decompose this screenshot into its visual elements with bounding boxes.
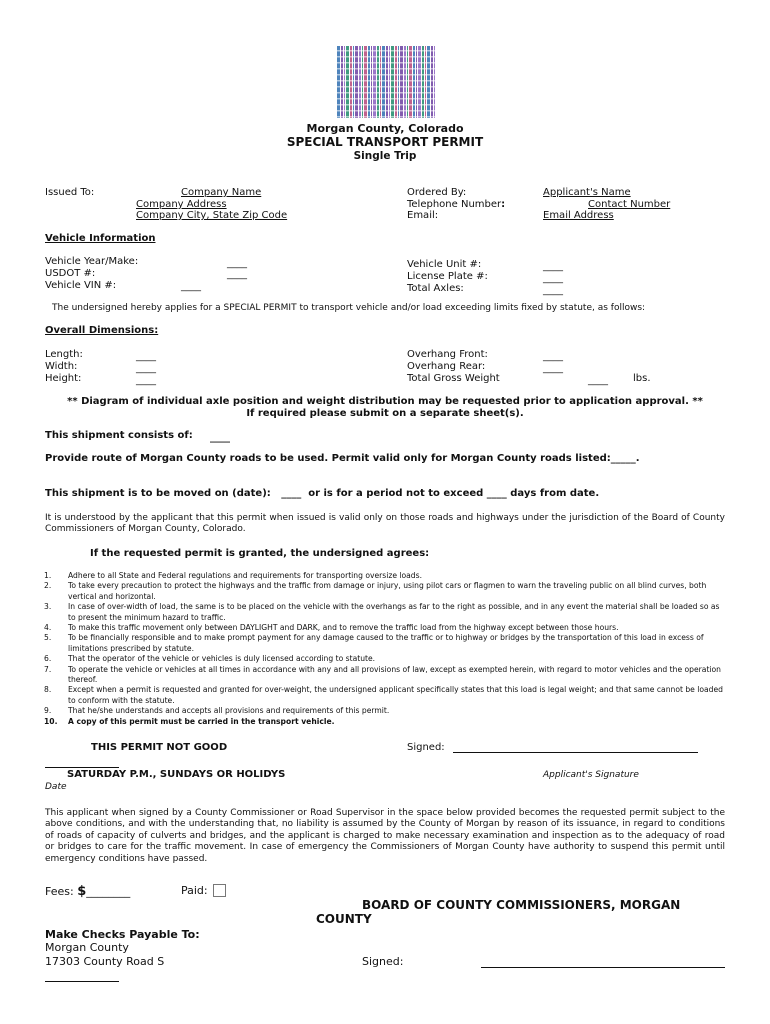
height-blank[interactable]: ____: [136, 375, 156, 386]
license-plate-label: License Plate #:: [407, 271, 488, 282]
applicant-signed-label: Signed:: [407, 742, 445, 753]
vehicle-vin-blank[interactable]: ____: [181, 281, 201, 292]
company-name-field[interactable]: Company Name: [181, 187, 262, 198]
board-signed-label: Signed:: [362, 955, 404, 968]
payee-address: 17303 County Road S: [45, 955, 165, 968]
condition-item: [44, 571, 724, 581]
route-blank[interactable]: _____.: [610, 453, 640, 464]
vehicle-unit-label: Vehicle Unit #:: [407, 259, 482, 270]
condition-number: 10.: [44, 716, 58, 726]
condition-text: To operate the vehicle or vehicles at all times in accordance with any and all provisions of law, except as exempted herein, with regard to motor vehicles and the operation thereof.: [68, 664, 721, 685]
applicant-name-field[interactable]: Applicant's Name: [543, 187, 631, 198]
applicant-signature-line[interactable]: [453, 752, 698, 753]
total-axles-blank[interactable]: ____: [543, 285, 563, 296]
width-blank[interactable]: ____: [136, 363, 156, 374]
move-date-line: This shipment is to be moved on (date): ____ or is for a period not to exceed ____ days from date.: [45, 488, 600, 499]
condition-number: 1.: [44, 571, 52, 580]
condition-item: [44, 665, 724, 686]
dimensions-heading: Overall Dimensions:: [45, 325, 159, 336]
license-plate-blank[interactable]: ____: [543, 273, 563, 284]
overhang-rear-blank[interactable]: ____: [543, 363, 563, 374]
vehicle-info-heading: Vehicle Information: [45, 233, 156, 244]
route-instruction: Provide route of Morgan County roads to be used. Permit valid only for Morgan County roads listed:_____.: [45, 453, 640, 464]
company-address-field[interactable]: Company Address: [136, 199, 227, 210]
lbs-label: lbs.: [633, 373, 651, 384]
condition-text: That the operator of the vehicle or vehicles is duly licensed according to statute.: [68, 654, 376, 664]
condition-text: To take every precaution to protect the highways and the traffic from damage or injury, using pilot cars or flagmen to warn the traveling public on all blind curves, both vertical and horizontal.: [68, 581, 707, 601]
not-good-line1: THIS PERMIT NOT GOOD: [91, 742, 228, 753]
conditions-list: [44, 571, 724, 727]
condition-item: [44, 654, 724, 664]
condition-item: [44, 685, 724, 706]
contact-number-field[interactable]: Contact Number: [588, 199, 671, 210]
permit-subtitle: Single Trip: [353, 150, 417, 162]
telephone-label: Telephone Number:: [407, 199, 506, 210]
shipment-consists-label: This shipment consists of:: [45, 430, 193, 441]
board-title-line1: BOARD OF COUNTY COMMISSIONERS, MORGAN: [362, 898, 681, 912]
not-good-line2: SATURDAY P.M., SUNDAYS OR HOLIDYS: [67, 769, 286, 780]
diagram-note-line1: ** Diagram of individual axle position and weight distribution may be requested prior to application approval. **: [67, 396, 703, 407]
condition-text: That he/she understands and accepts all provisions and requirements of this permit.: [68, 706, 390, 716]
length-label: Length:: [45, 349, 83, 360]
condition-text: Adhere to all State and Federal regulations and requirements for transporting oversize loads.: [68, 571, 422, 580]
ordered-by-label: Ordered By:: [407, 187, 467, 198]
email-address-field[interactable]: Email Address: [543, 210, 614, 221]
paid-checkbox[interactable]: [213, 884, 226, 897]
condition-item: [44, 581, 724, 602]
condition-text: Except when a permit is requested and granted for over-weight, the undersigned applicant specifically states that this load is legal weight; and that same cannot be loaded to conform with the statute.: [68, 685, 723, 705]
understood-paragraph: It is understood by the applicant that this permit when issued is valid only on those roads and highways under the jurisdiction of the Board of County Commissioners of Morgan County, Colorado.: [45, 513, 725, 534]
condition-item: [44, 602, 724, 623]
condition-text: To make this traffic movement only between DAYLIGHT and DARK, and to remove the traffic load from the highway except between those hours.: [68, 623, 619, 633]
vehicle-vin-label: Vehicle VIN #:: [45, 280, 117, 291]
approval-paragraph: This applicant when signed by a County Commissioner or Road Supervisor in the space below provided becomes the requested permit subject to the above conditions, and with the understanding that, no liability is assumed by the County of Morgan by reason of its issuance, in regard to conditions of roads of capacity of culverts and bridges, and the applicant is charged to make necessary examination and inspection as to the adequacy of road or bridges to care for the traffic movement. In case of emergency the Commissioners of Morgan County have authority to suspend this permit until emergency conditions have passed.: [45, 808, 725, 864]
usdot-blank[interactable]: ____: [227, 269, 247, 280]
usdot-label: USDOT #:: [45, 268, 96, 279]
gross-weight-blank[interactable]: ____: [588, 375, 608, 386]
board-title-line2: COUNTY: [316, 912, 372, 926]
date-line[interactable]: [45, 767, 119, 768]
diagram-note-line2: If required please submit on a separate sheet(s).: [246, 408, 524, 419]
condition-text: A copy of this permit must be carried in the transport vehicle.: [68, 716, 335, 726]
vehicle-unit-blank[interactable]: ____: [543, 261, 563, 272]
condition-number: 5.: [44, 633, 52, 643]
condition-number: 4.: [44, 623, 52, 633]
county-logo-image: [337, 46, 435, 118]
condition-number: 8.: [44, 685, 52, 695]
total-axles-label: Total Axles:: [407, 283, 464, 294]
company-city-field[interactable]: Company City, State Zip Code: [136, 210, 288, 221]
overhang-front-blank[interactable]: ____: [543, 351, 563, 362]
condition-number: 3.: [44, 602, 52, 612]
length-blank[interactable]: ____: [136, 351, 156, 362]
permit-title: SPECIAL TRANSPORT PERMIT: [286, 135, 484, 149]
condition-item: [44, 633, 724, 654]
move-date-blank[interactable]: ____: [281, 488, 302, 499]
agrees-heading: If the requested permit is granted, the undersigned agrees:: [90, 548, 430, 559]
overhang-rear-label: Overhang Rear:: [407, 361, 486, 372]
paid-label: Paid:: [181, 884, 208, 897]
board-signature-line[interactable]: [481, 967, 725, 968]
gross-weight-label: Total Gross Weight: [407, 373, 500, 384]
condition-item: [44, 717, 724, 727]
email-label: Email:: [407, 210, 439, 221]
vehicle-year-make-blank[interactable]: ____: [227, 258, 247, 269]
fees-label: Fees: $________: [45, 884, 131, 899]
fees-blank[interactable]: ________: [86, 885, 131, 898]
move-period-blank[interactable]: ____: [486, 488, 507, 499]
condition-number: 9.: [44, 706, 52, 716]
height-label: Height:: [45, 373, 82, 384]
condition-text: In case of over-width of load, the same is to be placed on the vehicle with the overhangs as far to the right as possible, and in any event the material shall be loaded so as to present the minimum hazard to traffic.: [68, 602, 720, 622]
application-statement: The undersigned hereby applies for a SPECIAL PERMIT to transport vehicle and/or load exceeding limits fixed by statute, as follows:: [52, 303, 646, 313]
condition-number: 7.: [44, 664, 52, 674]
condition-item: [44, 706, 724, 716]
issued-to-label: Issued To:: [45, 187, 95, 198]
condition-text: To be financially responsible and to make prompt payment for any damage caused to the traffic or to highway or bridges by the transportation of this load in excess of limitations prescribed by statute.: [68, 633, 704, 653]
date-caption: Date: [45, 782, 67, 792]
payee-name: Morgan County: [45, 941, 129, 954]
width-label: Width:: [45, 361, 78, 372]
board-date-line[interactable]: [45, 981, 119, 982]
vehicle-year-make-label: Vehicle Year/Make:: [45, 256, 139, 267]
overhang-front-label: Overhang Front:: [407, 349, 488, 360]
county-name: Morgan County, Colorado: [306, 122, 464, 135]
condition-number: 6.: [44, 654, 52, 664]
condition-item: [44, 623, 724, 633]
shipment-consists-blank[interactable]: ____: [210, 432, 230, 443]
condition-number: 2.: [44, 581, 52, 591]
applicant-signature-caption: Applicant's Signature: [543, 770, 639, 780]
checks-payable-heading: Make Checks Payable To:: [45, 928, 200, 941]
